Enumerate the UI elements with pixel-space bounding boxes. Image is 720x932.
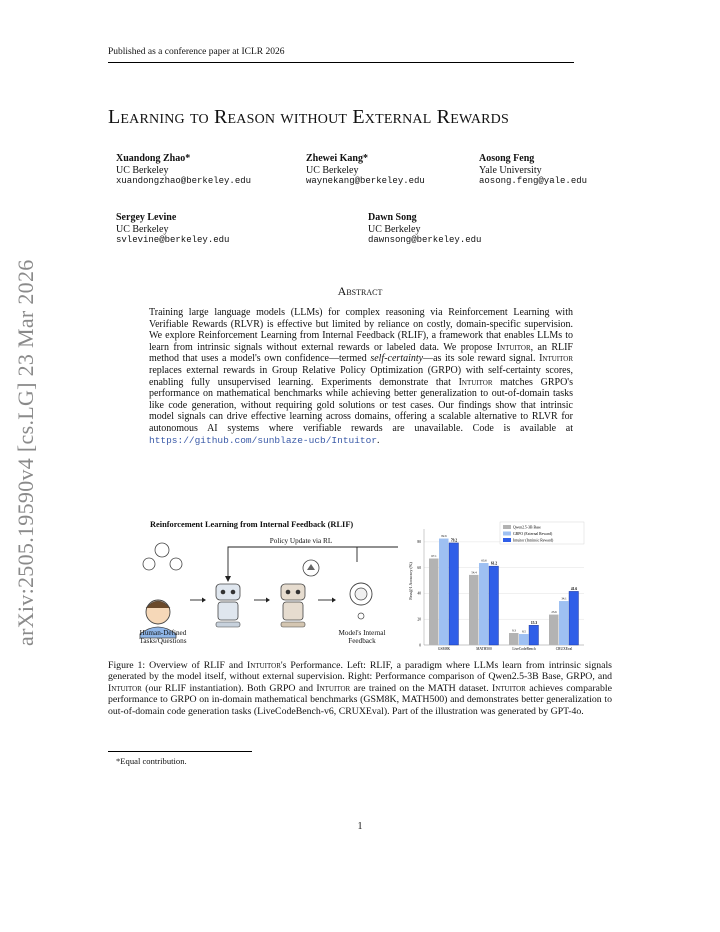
bar-value-label: 82.6 [441,534,447,539]
method-name: Intuitor [247,660,281,671]
caption-text: Figure 1: Overview of RLIF and [108,660,248,671]
bar [439,539,449,645]
bar [469,575,479,645]
abstract-text: . [377,434,380,446]
legend-swatch [503,525,511,529]
bar [429,559,439,645]
author-affiliation: UC Berkeley [306,164,359,176]
header-rule [108,62,574,63]
author-name: Sergey Levine [116,212,177,223]
footnote: *Equal contribution. [116,756,187,766]
bar-value-label: 23.6 [551,610,557,615]
internal-feedback-label: Model's Internal Feedback [338,629,386,645]
y-tick-label: 0 [419,643,421,648]
arxiv-stamp: arXiv:2505.19590v4 [cs.LG] 23 Mar 2026 [13,259,38,647]
bar-value-label: 61.2 [490,561,498,566]
bar [449,543,459,645]
bar [489,566,499,645]
author-name: Dawn Song [368,212,417,223]
x-tick-label: MATH500 [476,647,492,651]
legend-label: GRPO (External Reward) [513,531,553,536]
bar-value-label: 79.2 [450,538,458,543]
abstract-text: Training large language models (LLMs) for complex reasoning via Reinforcement Learning with Verifiable Rewards (RLVR) is effective but limited by reliance on costly, domain-specific supervision. We explore Reinforcement Learning from Internal Feedback (RLIF), a framework that enables LLMs to learn from intrinsic signals without external rewards or labeled data. We propose [149,307,573,353]
bar [519,634,529,645]
term-self-certainty: self-certainty [370,353,424,365]
chart-y-axis-label: Pass@1 Accuracy (%) [408,562,413,600]
caption-text: are trained on the MATH dataset. [350,682,492,694]
bar-value-label: 8.5 [522,629,526,634]
author-block [116,212,229,247]
robot-illustration [216,584,240,627]
caption-text: achieves comparable performance to GRPO on in-domain mathematical benchmarks (GSM8K, MATH500) and demonstrates better generalization to out-of-domain code generation tasks (LiveCodeBench-v6, CRUXEval). Part of the illustration was generated by GPT-4o. [108,682,612,717]
venue-header: Published as a conference paper at ICLR 2026 [108,47,285,57]
abstract-text: matches GRPO's performance on mathematical benchmarks while achieving better generalization to out-of-domain tasks like code generation, without requiring gold solutions or test cases. Our findings show that intrinsic model signals can drive effective learning across domains, offering a scalable alternative to RLVR for autonomous AI systems where verifiable rewards are unavailable. Code is available at [149,376,573,434]
abstract-text: , an RLIF method that uses a model's own confidence—termed [149,341,573,365]
author-name: Zhewei Kang* [306,153,368,164]
y-tick-label: 60 [417,565,421,570]
author-block [479,153,587,188]
bar [509,633,519,645]
method-name: Intuitor [108,682,142,694]
bar [559,601,569,645]
caption-text: (our RLIF instantiation). Both GRPO and [141,682,317,694]
figure-caption [108,660,612,717]
y-tick-label: 20 [417,617,421,622]
arrow-head [225,576,231,582]
page-number: 1 [357,821,363,832]
author-email[interactable]: aosong.feng@yale.edu [479,176,588,186]
bar-value-label: 15.3 [530,620,538,625]
bar-value-label: 63.6 [481,558,487,563]
chart-legend [500,522,584,544]
author-block [368,212,481,247]
human-tasks-label: Human-Defined Tasks/Questions [139,629,187,645]
bar [569,591,579,645]
y-tick-label: 80 [417,540,421,545]
abstract-text: —as its sole reward signal. [423,353,540,365]
abstract-body [149,307,573,446]
x-tick-label: GSM8K [437,647,451,651]
author-email[interactable]: svlevine@berkeley.edu [116,235,230,245]
legend-swatch [503,532,511,536]
robot-thumbs-up-illustration [281,560,319,627]
bar [479,563,489,645]
author-affiliation: UC Berkeley [368,223,421,235]
performance-chart [396,519,586,654]
chart-y-ticks [417,540,421,647]
caption-text: 's Performance. Left: RLIF, a paradigm where LLMs learn from intrinsic signals generated by the model itself, without external supervision. Right: Performance comparison of Qwen2.5-3B Base, GRPO, and [108,660,612,683]
medal-illustration [350,583,372,619]
author-block [306,153,425,188]
bar-value-label: 34.1 [561,596,567,601]
y-tick-label: 40 [417,591,421,596]
bar-value-label: 41.6 [570,586,578,591]
bar-value-label: 54.4 [471,570,477,575]
author-affiliation: Yale University [479,164,542,176]
footnote-rule [108,751,252,752]
author-name: Xuandong Zhao* [116,153,191,164]
rlif-title: Reinforcement Learning from Internal Feedback (RLIF) [150,520,354,529]
author-name: Aosong Feng [479,153,535,164]
abstract-heading: Abstract [337,284,383,298]
flow-arrows [190,598,336,603]
human-illustration [140,543,182,638]
chart-x-ticks [438,647,572,651]
method-name: Intuitor [492,682,526,694]
legend-label: Intuitor (Intrinsic Reward) [513,538,554,543]
bar-value-label: 67.1 [431,554,437,559]
author-email[interactable]: xuandongzhao@berkeley.edu [116,176,252,186]
author-block [116,153,251,188]
bar [529,625,539,645]
method-name: Intuitor [458,376,493,388]
code-link[interactable]: https://github.com/sunblaze-ucb/Intuitor [149,434,378,446]
author-email[interactable]: waynekang@berkeley.edu [306,176,425,186]
legend-swatch [503,538,511,542]
policy-update-label: Policy Update via RL [269,537,333,545]
legend-label: Qwen2.5-3B Base [513,525,541,530]
method-name: Intuitor [539,353,573,365]
bar-value-label: 9.3 [512,628,516,633]
x-tick-label: LiveCodeBench [512,647,536,651]
bar [549,615,559,645]
method-name: Intuitor [496,341,531,353]
x-tick-label: CRUXEval [555,647,573,651]
abstract-text: replaces external rewards in Group Relative Policy Optimization (GRPO) with self-certainty scores, enabling fully unsupervised learning. Experiments demonstrate that [149,364,573,388]
method-name: Intuitor [316,682,351,694]
author-email[interactable]: dawnsong@berkeley.edu [368,235,482,245]
paper-title: Learning to Reason without External Rewards [108,106,509,128]
author-affiliation: UC Berkeley [116,223,169,235]
author-affiliation: UC Berkeley [116,164,169,176]
